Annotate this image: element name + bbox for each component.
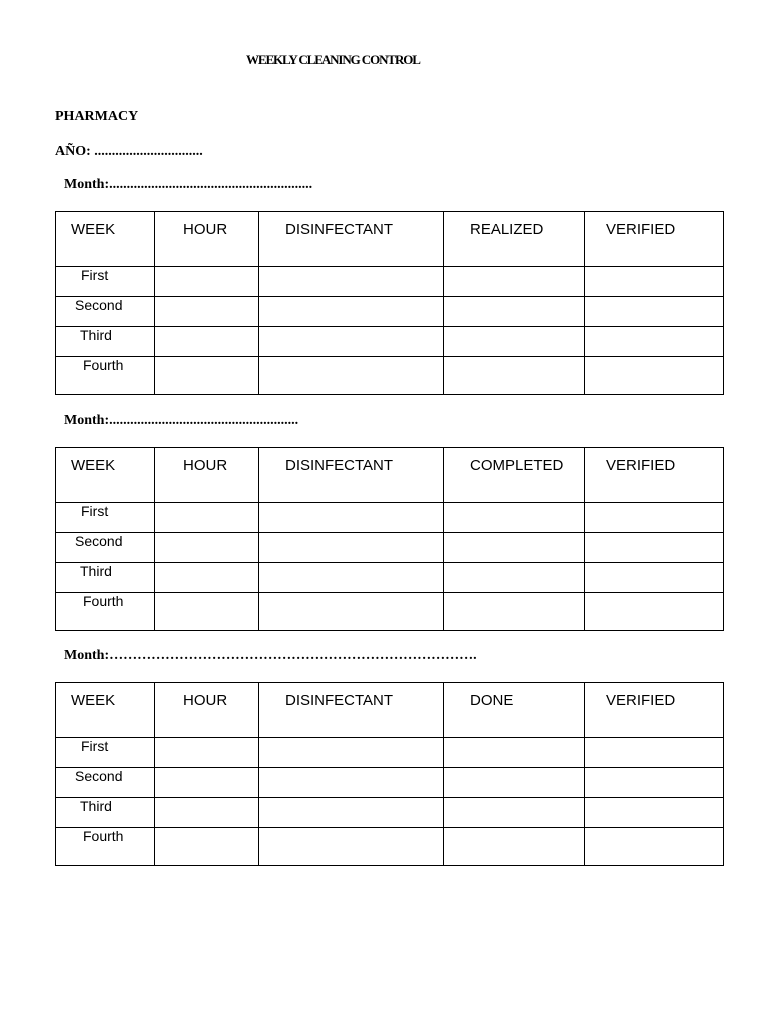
- week-label: First: [81, 267, 109, 283]
- header-hour: HOUR: [183, 221, 228, 238]
- week-cell: [56, 768, 155, 798]
- header-cell-disinfectant: [259, 683, 444, 738]
- disinfectant-cell[interactable]: [259, 738, 444, 768]
- header-week: WEEK: [71, 457, 116, 474]
- header-cell-hour: [155, 212, 259, 267]
- week-cell: [56, 503, 155, 533]
- month-label: Month:: [64, 648, 110, 663]
- table-row: [56, 798, 724, 828]
- header-status: DONE: [470, 692, 514, 709]
- year-field: AÑO: ...............................: [55, 144, 203, 159]
- status-cell[interactable]: [444, 828, 585, 866]
- disinfectant-cell[interactable]: [259, 297, 444, 327]
- status-cell[interactable]: [444, 563, 585, 593]
- cleaning-table-2: [55, 447, 724, 631]
- disinfectant-cell[interactable]: [259, 267, 444, 297]
- week-label: Fourth: [83, 593, 124, 609]
- verified-cell[interactable]: [585, 267, 724, 297]
- table-row: [56, 828, 724, 866]
- hour-cell[interactable]: [155, 563, 259, 593]
- header-cell-disinfectant: [259, 448, 444, 503]
- week-cell: [56, 563, 155, 593]
- header-cell-verified: [585, 212, 724, 267]
- verified-cell[interactable]: [585, 563, 724, 593]
- week-cell: [56, 327, 155, 357]
- month-field-2: [64, 413, 298, 429]
- hour-cell[interactable]: [155, 297, 259, 327]
- week-label: Third: [80, 327, 112, 343]
- week-cell: [56, 533, 155, 563]
- document-title: WEEKLY CLEANING CONTROL: [246, 52, 420, 67]
- status-cell[interactable]: [444, 533, 585, 563]
- header-cell-disinfectant: [259, 212, 444, 267]
- verified-cell[interactable]: [585, 593, 724, 631]
- verified-cell[interactable]: [585, 533, 724, 563]
- header-status: REALIZED: [470, 221, 544, 238]
- header-week: WEEK: [71, 221, 116, 238]
- disinfectant-cell[interactable]: [259, 798, 444, 828]
- cleaning-table-1: [55, 211, 724, 395]
- week-cell: [56, 828, 155, 866]
- week-cell: [56, 297, 155, 327]
- status-cell[interactable]: [444, 327, 585, 357]
- month-label: Month:: [64, 413, 110, 428]
- verified-cell[interactable]: [585, 327, 724, 357]
- status-cell[interactable]: [444, 798, 585, 828]
- week-label: First: [81, 738, 109, 754]
- header-cell-hour: [155, 683, 259, 738]
- header-cell-verified: [585, 448, 724, 503]
- header-cell-week: [56, 683, 155, 738]
- hour-cell[interactable]: [155, 327, 259, 357]
- month-blank: …………………………………………………………………….: [109, 648, 477, 663]
- hour-cell[interactable]: [155, 357, 259, 395]
- status-cell[interactable]: [444, 738, 585, 768]
- week-label: First: [81, 503, 109, 519]
- table-header-row: [56, 448, 724, 503]
- disinfectant-cell[interactable]: [259, 828, 444, 866]
- table-header-row: [56, 212, 724, 267]
- table-row: [56, 738, 724, 768]
- verified-cell[interactable]: [585, 798, 724, 828]
- verified-cell[interactable]: [585, 357, 724, 395]
- table-row: [56, 593, 724, 631]
- hour-cell[interactable]: [155, 828, 259, 866]
- header-disinfectant: DISINFECTANT: [285, 221, 394, 238]
- week-cell: [56, 357, 155, 395]
- week-label: Fourth: [83, 357, 124, 373]
- status-cell[interactable]: [444, 267, 585, 297]
- table-header-row: [56, 683, 724, 738]
- table-row: [56, 327, 724, 357]
- hour-cell[interactable]: [155, 503, 259, 533]
- disinfectant-cell[interactable]: [259, 593, 444, 631]
- hour-cell[interactable]: [155, 798, 259, 828]
- header-disinfectant: DISINFECTANT: [285, 457, 394, 474]
- cleaning-table-3: [55, 682, 724, 866]
- status-cell[interactable]: [444, 297, 585, 327]
- week-cell: [56, 798, 155, 828]
- header-verified: VERIFIED: [606, 221, 676, 238]
- status-cell[interactable]: [444, 593, 585, 631]
- header-cell-hour: [155, 448, 259, 503]
- hour-cell[interactable]: [155, 533, 259, 563]
- table-row: [56, 768, 724, 798]
- table-row: [56, 357, 724, 395]
- table-row: [56, 533, 724, 563]
- hour-cell[interactable]: [155, 768, 259, 798]
- verified-cell[interactable]: [585, 503, 724, 533]
- week-label: Third: [80, 563, 112, 579]
- verified-cell[interactable]: [585, 828, 724, 866]
- table-row: [56, 297, 724, 327]
- header-hour: HOUR: [183, 692, 228, 709]
- week-label: Third: [80, 798, 112, 814]
- header-verified: VERIFIED: [606, 692, 676, 709]
- table-row: [56, 267, 724, 297]
- disinfectant-cell[interactable]: [259, 563, 444, 593]
- verified-cell[interactable]: [585, 738, 724, 768]
- week-cell: [56, 267, 155, 297]
- status-cell[interactable]: [444, 768, 585, 798]
- header-cell-status: [444, 212, 585, 267]
- header-status: COMPLETED: [470, 457, 564, 474]
- week-label: Second: [75, 297, 123, 313]
- header-cell-status: [444, 683, 585, 738]
- hour-cell[interactable]: [155, 593, 259, 631]
- disinfectant-cell[interactable]: [259, 533, 444, 563]
- disinfectant-cell[interactable]: [259, 327, 444, 357]
- verified-cell[interactable]: [585, 768, 724, 798]
- status-cell[interactable]: [444, 357, 585, 395]
- department-label: PHARMACY: [55, 109, 139, 124]
- month-blank: ..........................................................: [109, 177, 313, 192]
- month-label: Month:: [64, 177, 110, 192]
- disinfectant-cell[interactable]: [259, 503, 444, 533]
- table-row: [56, 563, 724, 593]
- month-field-3: [64, 648, 477, 664]
- month-field-1: [64, 177, 312, 193]
- header-cell-status: [444, 448, 585, 503]
- header-hour: HOUR: [183, 457, 228, 474]
- verified-cell[interactable]: [585, 297, 724, 327]
- table-row: [56, 503, 724, 533]
- header-week: WEEK: [71, 692, 116, 709]
- week-label: Fourth: [83, 828, 124, 844]
- week-cell: [56, 593, 155, 631]
- disinfectant-cell[interactable]: [259, 768, 444, 798]
- disinfectant-cell[interactable]: [259, 357, 444, 395]
- hour-cell[interactable]: [155, 267, 259, 297]
- hour-cell[interactable]: [155, 738, 259, 768]
- header-disinfectant: DISINFECTANT: [285, 692, 394, 709]
- status-cell[interactable]: [444, 503, 585, 533]
- header-cell-verified: [585, 683, 724, 738]
- header-cell-week: [56, 448, 155, 503]
- week-cell: [56, 738, 155, 768]
- week-label: Second: [75, 533, 123, 549]
- month-blank: ......................................................: [109, 413, 299, 428]
- header-cell-week: [56, 212, 155, 267]
- week-label: Second: [75, 768, 123, 784]
- header-verified: VERIFIED: [606, 457, 676, 474]
